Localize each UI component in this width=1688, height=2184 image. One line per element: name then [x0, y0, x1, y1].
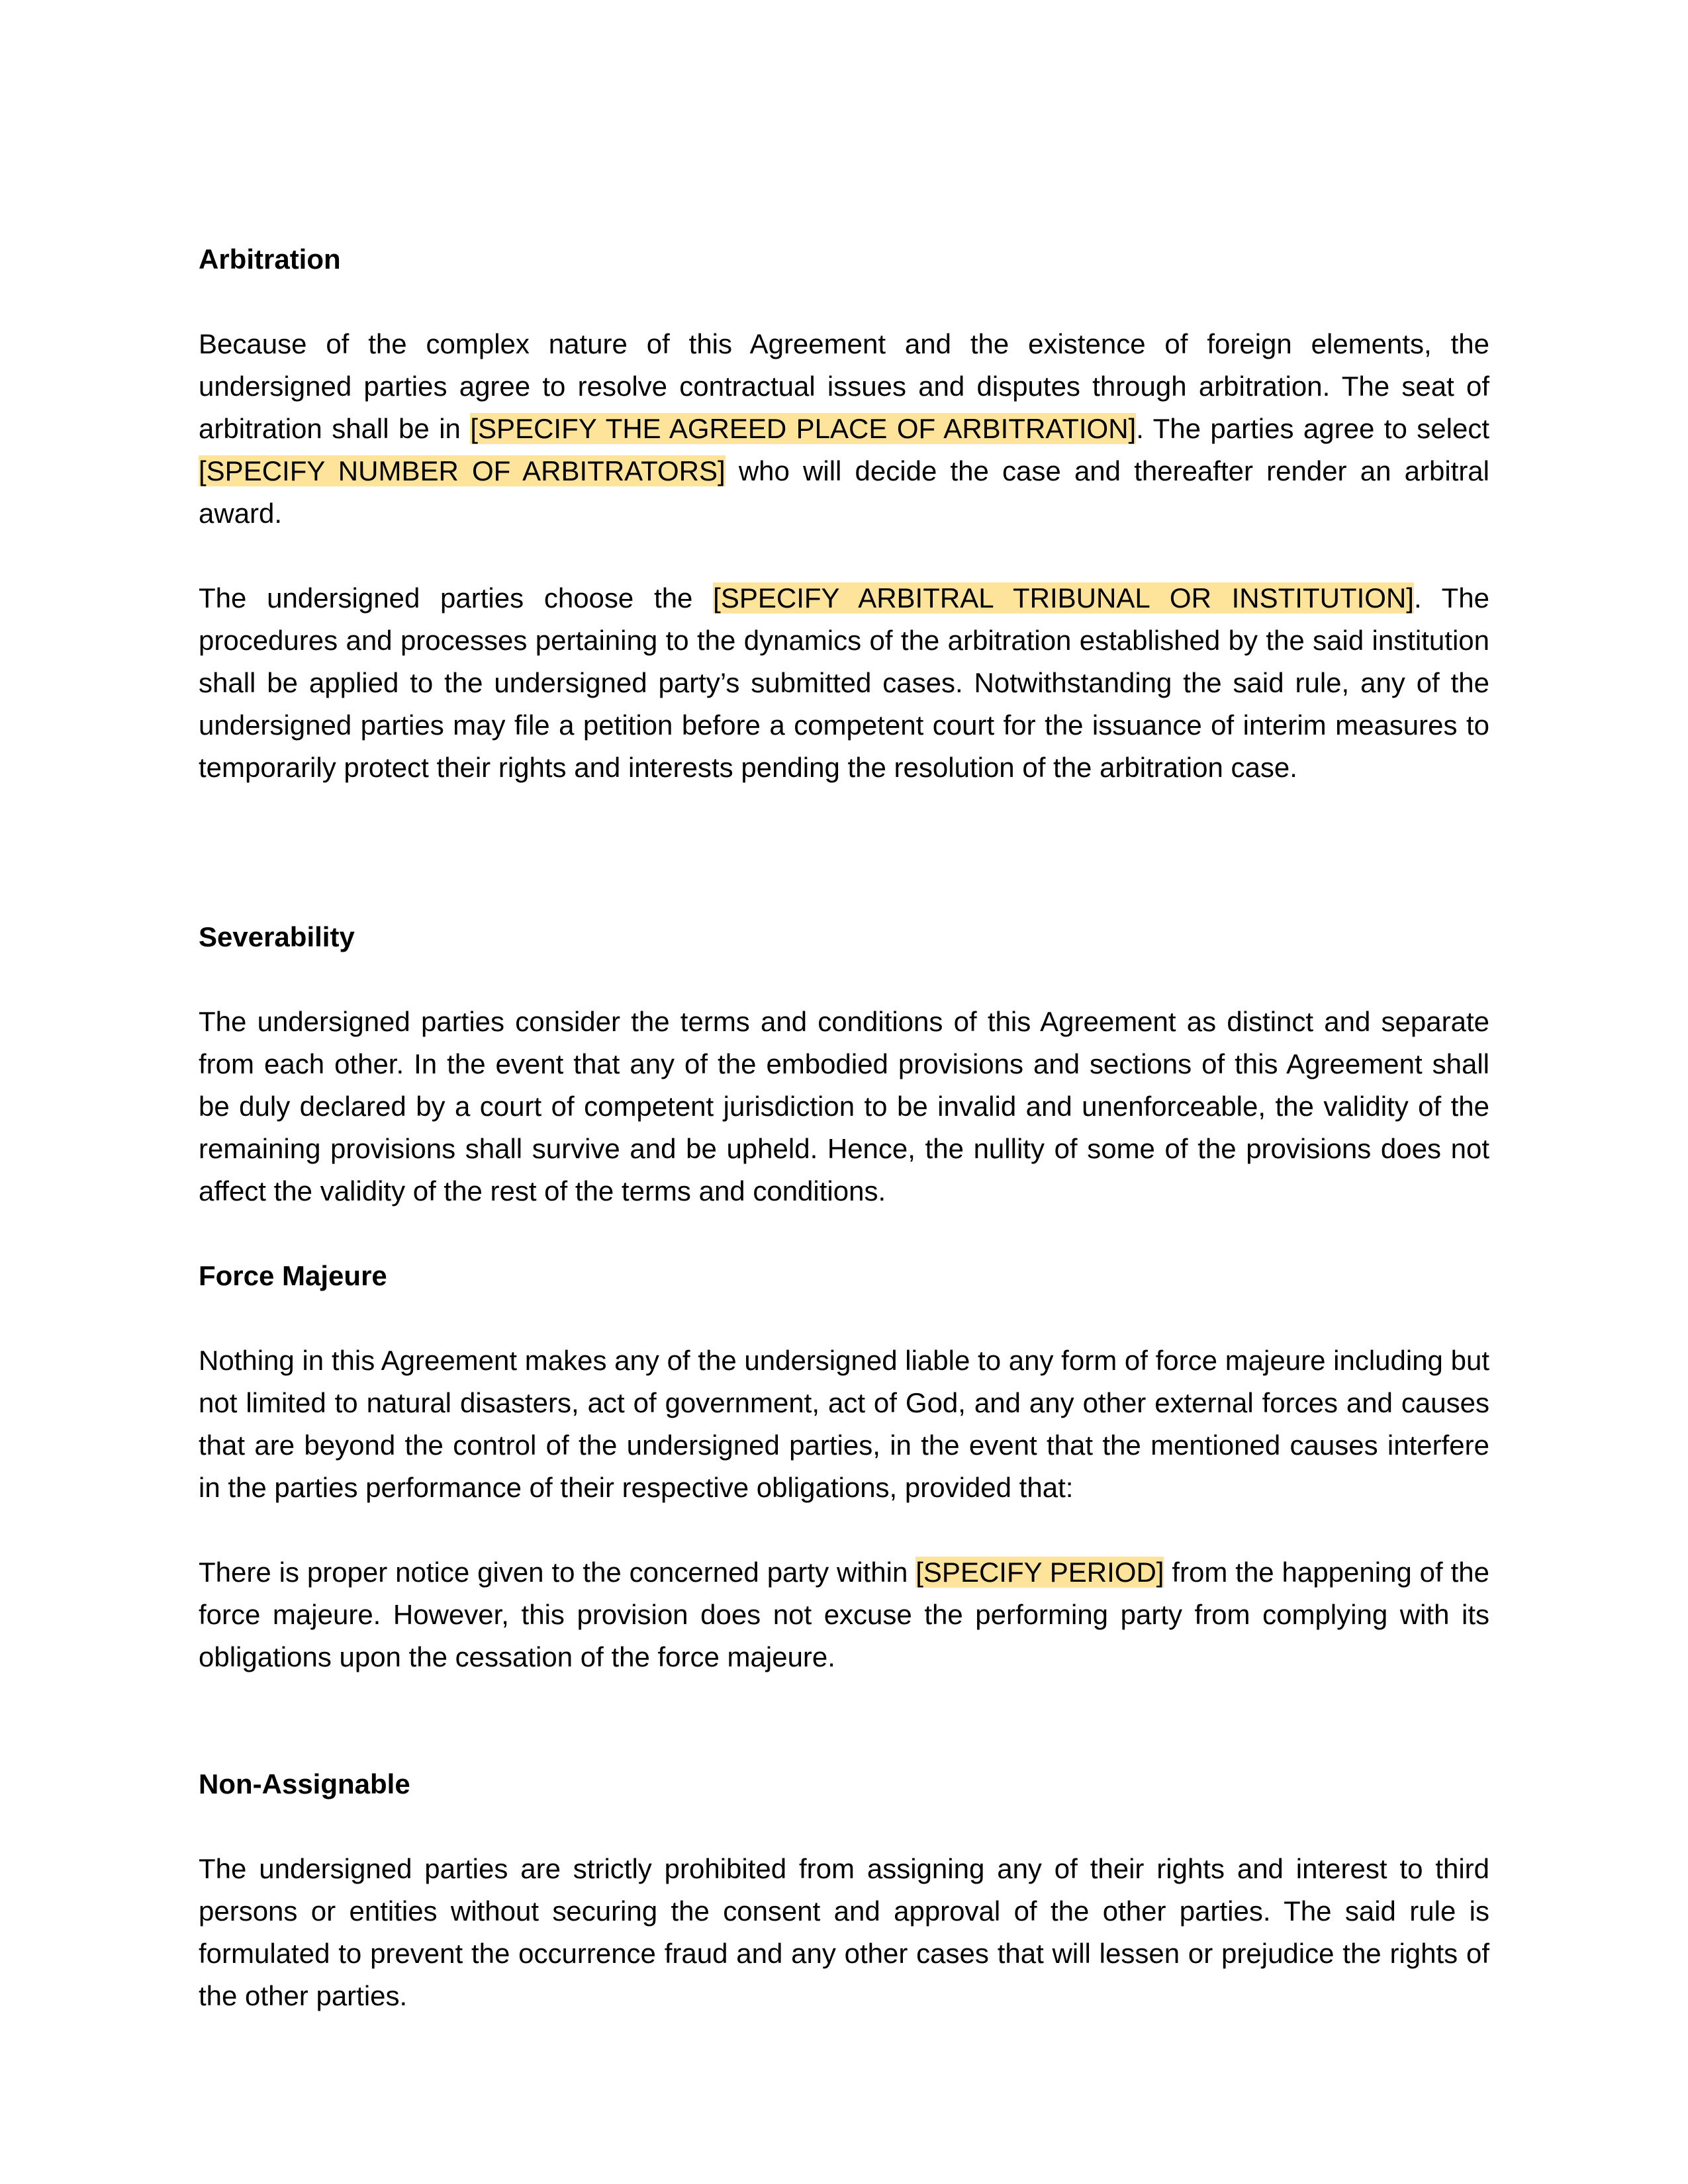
force-majeure-paragraph-1: Nothing in this Agreement makes any of the undersigned liable to any form of force majeure including but not limited to natural disasters, act of government, act of God, and any other external forces and causes that are beyond the control of the undersigned parties, in the event that the mentioned causes interfere in the parties performance of their respective obligations, provided that: [199, 1345, 1489, 1503]
placeholder-place-of-arbitration: [SPECIFY THE AGREED PLACE OF ARBITRATION] [470, 413, 1137, 444]
text-run: Because of the complex nature of this Agreement and the existence of foreign elements, the undersigned parties agree to resolve contractual issues and disputes through arbitration. The seat of arbitration shall be in [199, 328, 1489, 444]
non-assignable-paragraph: The undersigned parties are strictly prohibited from assigning any of their rights and interest to third persons or entities without securing the consent and approval of the other parties. The said rule is formulated to prevent the occurrence fraud and any other cases that will lessen or prejudice the rights of the other parties. [199, 1853, 1489, 2011]
arbitration-paragraph-1 [199, 323, 1489, 535]
severability-paragraph: The undersigned parties consider the terms and conditions of this Agreement as distinct and separate from each other. In the event that any of the embodied provisions and sections of this Agreement shall be duly declared by a court of competent jurisdiction to be invalid and unenforceable, the validity of the remaining provisions shall survive and be upheld. Hence, the nullity of some of the provisions does not affect the validity of the rest of the terms and conditions. [199, 1006, 1489, 1206]
section-heading-non-assignable: Non-Assignable [199, 1768, 410, 1799]
placeholder-arbitral-tribunal: [SPECIFY ARBITRAL TRIBUNAL OR INSTITUTION] [713, 582, 1414, 614]
placeholder-period: [SPECIFY PERIOD] [915, 1557, 1164, 1588]
section-heading-force-majeure: Force Majeure [199, 1260, 387, 1291]
document-page [199, 238, 1489, 2017]
placeholder-number-of-arbitrators: [SPECIFY NUMBER OF ARBITRATORS] [199, 455, 726, 486]
arbitration-paragraph-2 [199, 577, 1489, 789]
text-run: who will decide the case and thereafter render an arbitral award. [199, 455, 1489, 529]
text-run: . The parties agree to select [1136, 413, 1489, 444]
text-run: from the happening of the force majeure. However, this provision does not excuse the performing party from complying with its obligations upon the cessation of the force majeure. [199, 1557, 1489, 1672]
section-heading-arbitration: Arbitration [199, 244, 341, 275]
text-run: . The procedures and processes pertaining to the dynamics of the arbitration established by the said institution shall be applied to the undersigned party’s submitted cases. Notwithstanding the said rule, any of the undersigned parties may file a petition before a competent court for the issuance of interim measures to temporarily protect their rights and interests pending the resolution of the arbitration case. [199, 582, 1489, 783]
force-majeure-paragraph-2 [199, 1551, 1489, 1678]
text-run: There is proper notice given to the concerned party within [199, 1557, 916, 1588]
text-run: The undersigned parties choose the [199, 582, 714, 614]
section-heading-severability: Severability [199, 921, 355, 952]
